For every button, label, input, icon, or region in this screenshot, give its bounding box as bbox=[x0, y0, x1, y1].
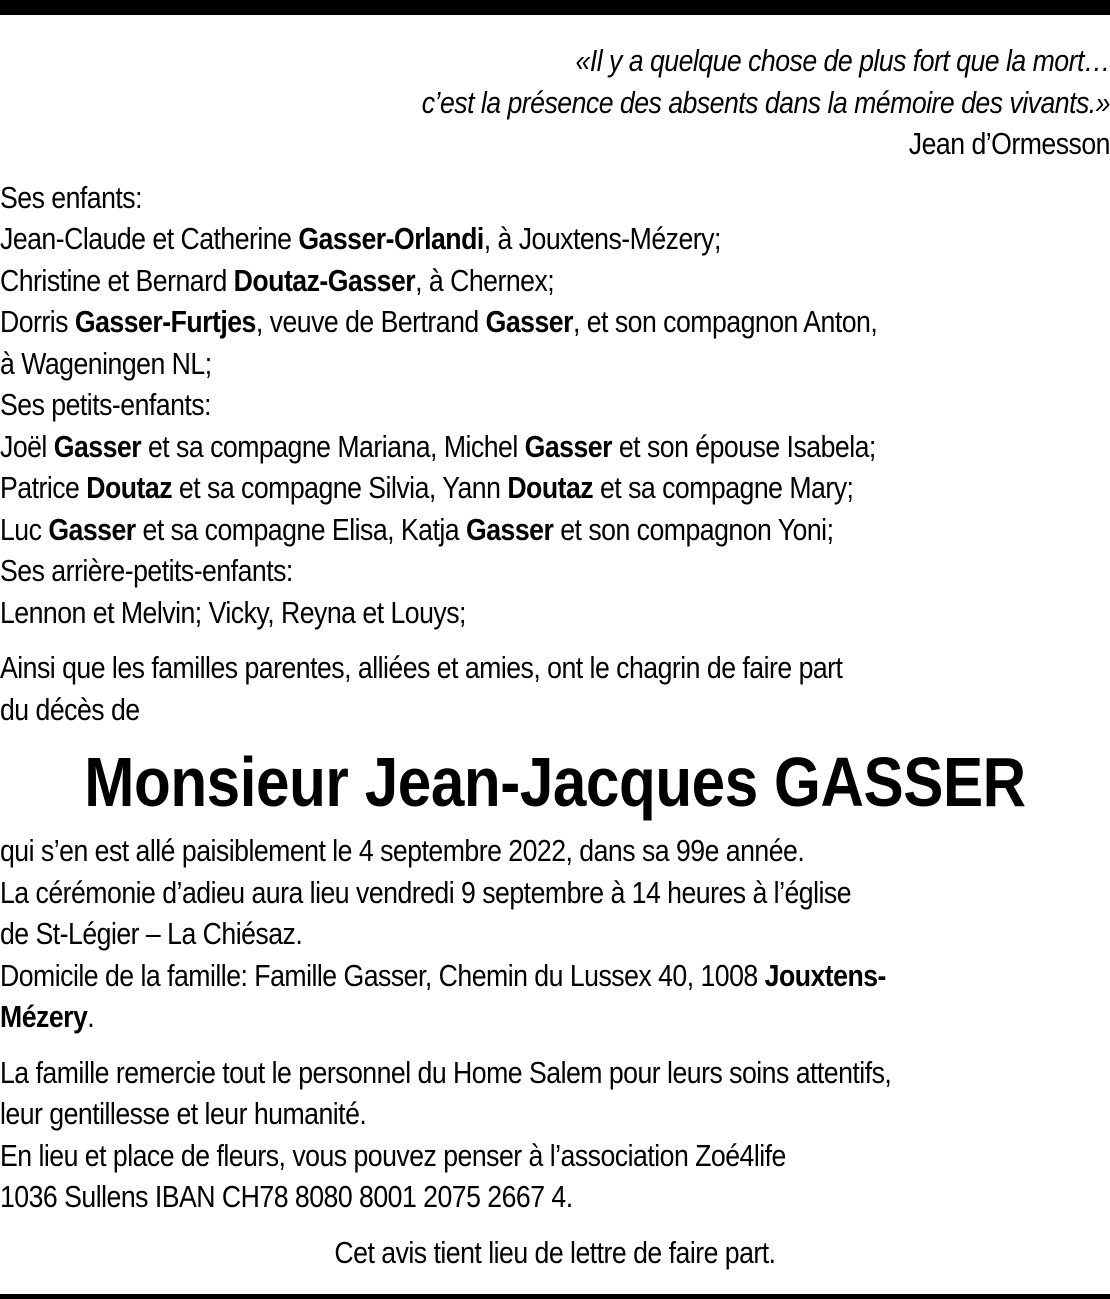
domicile-town-continued: Mézery bbox=[0, 999, 88, 1034]
family-surname: Gasser bbox=[465, 511, 554, 547]
top-border-rule bbox=[0, 0, 1110, 15]
great-grandchildren-list: Lennon et Melvin; Vicky, Reyna et Louys; bbox=[0, 594, 466, 630]
family-surname: Gasser-Furtjes bbox=[74, 304, 256, 339]
grandchildren-heading: Ses petits-enfants: bbox=[0, 387, 212, 422]
children-heading: Ses enfants: bbox=[0, 179, 143, 215]
announcement-line-2: du décès de bbox=[0, 691, 140, 727]
obituary-notice bbox=[0, 40, 1110, 1273]
quote-line-2: c’est la présence des absents dans la mémoire des vivants.» bbox=[421, 84, 1110, 120]
family-surname: Gasser bbox=[485, 304, 573, 339]
closing-note: Cet avis tient lieu de lettre de faire part. bbox=[334, 1234, 776, 1270]
thanks-line-1: La famille remercie tout le personnel du Home Salem pour leurs soins attentifs, bbox=[0, 1054, 892, 1090]
family-surname: Gasser-Orlandi bbox=[298, 221, 484, 256]
grandchild-entry-2: Patrice Doutaz et sa compagne Silvia, Yann Doutaz et sa compagne Mary; bbox=[0, 470, 854, 505]
family-surname: Gasser bbox=[48, 511, 136, 547]
ceremony-line-1: La cérémonie d’adieu aura lieu vendredi 9 septembre à 14 heures à l’église bbox=[0, 874, 852, 910]
child-entry-3-continued: à Wageningen NL; bbox=[0, 345, 212, 381]
family-list bbox=[0, 177, 1110, 634]
family-surname: Gasser bbox=[524, 428, 612, 464]
family-surname: Gasser bbox=[53, 428, 142, 464]
quote-line-1: «Il y a quelque chose de plus fort que la mort… bbox=[575, 43, 1110, 78]
family-surname: Doutaz bbox=[507, 470, 594, 505]
domicile-line-1: Domicile de la famille: Famille Gasser, Chemin du Lussex 40, 1008 Jouxtens- bbox=[0, 957, 886, 993]
quote-author: Jean d’Ormesson bbox=[908, 126, 1110, 161]
child-entry-1: Jean-Claude et Catherine Gasser-Orlandi, à Jouxtens-Mézery; bbox=[0, 221, 721, 256]
domicile-town: Jouxtens- bbox=[764, 957, 886, 993]
bottom-border-rule bbox=[0, 1294, 1110, 1299]
quote-block bbox=[0, 40, 1110, 165]
donation-line-1: En lieu et place de fleurs, vous pouvez penser à l’association Zoé4life bbox=[0, 1137, 786, 1173]
thanks-paragraph bbox=[0, 1052, 1110, 1218]
child-entry-2: Christine et Bernard Doutaz-Gasser, à Chernex; bbox=[0, 262, 555, 298]
ceremony-line-2: de St-Légier – La Chiésaz. bbox=[0, 916, 303, 951]
donation-line-2: 1036 Sullens IBAN CH78 8080 8001 2075 2667 4. bbox=[0, 1179, 573, 1214]
announcement-paragraph bbox=[0, 647, 1110, 730]
deceased-name: Monsieur Jean-Jacques GASSER bbox=[84, 743, 1026, 821]
child-entry-3: Dorris Gasser-Furtjes, veuve de Bertrand Gasser, et son compagnon Anton, bbox=[0, 304, 878, 339]
grandchild-entry-1: Joël Gasser et sa compagne Mariana, Michel Gasser et son épouse Isabela; bbox=[0, 428, 876, 464]
great-grandchildren-heading: Ses arrière-petits-enfants: bbox=[0, 553, 293, 588]
thanks-line-2: leur gentillesse et leur humanité. bbox=[0, 1096, 367, 1131]
announcement-line-1: Ainsi que les familles parentes, alliées et amies, ont le chagrin de faire part bbox=[0, 650, 843, 685]
family-surname: Doutaz-Gasser bbox=[233, 262, 416, 298]
domicile-line-2: Mézery. bbox=[0, 999, 95, 1034]
details-paragraph bbox=[0, 830, 1110, 1038]
passing-date: qui s’en est allé paisiblement le 4 septembre 2022, dans sa 99e année. bbox=[0, 833, 805, 868]
family-surname: Doutaz bbox=[86, 470, 173, 505]
grandchild-entry-3: Luc Gasser et sa compagne Elisa, Katja Gasser et son compagnon Yoni; bbox=[0, 511, 834, 547]
